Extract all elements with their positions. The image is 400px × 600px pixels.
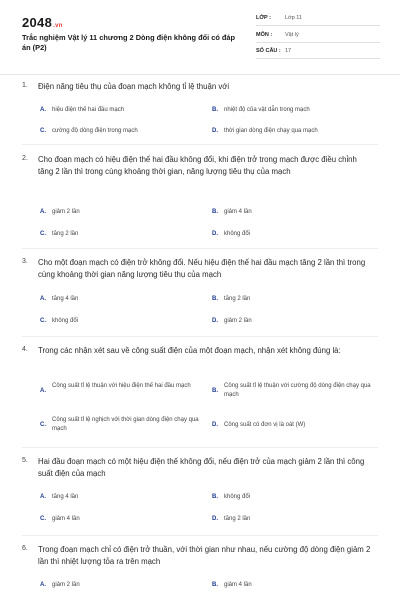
option-letter: A. xyxy=(40,388,46,394)
option-letter: C. xyxy=(40,422,46,428)
question-divider xyxy=(22,447,378,448)
option-letter: C. xyxy=(40,128,46,134)
option-letter: D. xyxy=(212,128,218,134)
option-text: nhiệt độ của vật dẫn trong mạch xyxy=(224,107,310,113)
option-text: cường độ dòng điện trong mạch xyxy=(52,128,138,134)
option-letter: D. xyxy=(212,422,218,428)
option-text: tăng 2 lần xyxy=(224,516,251,522)
question-divider xyxy=(22,144,378,145)
meta-count-label: SỐ CÂU : xyxy=(256,48,281,54)
option-letter: B. xyxy=(212,494,218,500)
option-letter: B. xyxy=(212,582,218,588)
question-number: 3. xyxy=(22,258,28,265)
option-text: thời gian dòng điện chạy qua mạch xyxy=(224,128,318,134)
option-text: hiệu điện thế hai đầu mạch xyxy=(52,107,125,113)
option-text: giảm 4 lần xyxy=(52,516,80,522)
meta-subject-label: MÔN : xyxy=(256,32,273,38)
question-divider xyxy=(22,336,378,337)
option-text: Công suất tỉ lệ nghịch với thời gian dòng điện chạy qua mạch xyxy=(52,417,199,432)
question-text: Trong đoạn mạch chỉ có điện trở thuần, với thời gian như nhau, nếu cường độ dòng điện giảm 2 lần thì nhiệt lượng tỏa ra trên mạch xyxy=(38,545,371,566)
option-text: tăng 2 lần xyxy=(224,296,251,302)
page-header xyxy=(0,0,400,74)
question-number: 1. xyxy=(22,82,28,89)
option-text: giảm 4 lần xyxy=(224,209,252,215)
question-text: Cho một đoạn mạch có điện trở không đổi. Nếu hiệu điện thế hai đầu mạch tăng 2 lần thì trong cùng khoảng thời gian năng lượng tiêu thụ của mạch xyxy=(38,258,366,279)
option-text: Công suất tỉ lệ thuận với hiệu điện thế hai đầu mạch xyxy=(52,383,191,389)
header-divider xyxy=(0,74,400,75)
question-text: Điện năng tiêu thụ của đoạn mạch không tỉ lệ thuận với xyxy=(38,82,230,91)
meta-count-value: 17 xyxy=(285,48,292,54)
option-text: tăng 4 lần xyxy=(52,494,79,500)
meta-subject xyxy=(256,30,380,43)
meta-subject-value: Vật lý xyxy=(285,32,299,38)
meta-question-count xyxy=(256,46,380,59)
question-number: 4. xyxy=(22,346,28,353)
option-letter: A. xyxy=(40,107,46,113)
question-divider xyxy=(22,248,378,249)
option-letter: D. xyxy=(212,231,218,237)
option-letter: B. xyxy=(212,296,218,302)
option-letter: A. xyxy=(40,582,46,588)
meta-class-value: Lớp 11 xyxy=(285,15,302,21)
option-letter: C. xyxy=(40,231,46,237)
option-letter: D. xyxy=(212,318,218,324)
question-number: 6. xyxy=(22,545,28,552)
option-letter: B. xyxy=(212,107,218,113)
question-number: 5. xyxy=(22,457,28,464)
meta-class-label: LỚP : xyxy=(256,15,271,21)
option-text: Công suất có đơn vị là oát (W) xyxy=(224,422,306,428)
option-text: không đổi xyxy=(224,231,251,237)
option-letter: C. xyxy=(40,516,46,522)
option-text: tăng 4 lần xyxy=(52,296,79,302)
option-text: Công suất tỉ lệ thuận với cường độ dòng điện chạy qua mạch xyxy=(224,383,371,398)
question-text: Cho đoạn mạch có hiệu điện thế hai đầu không đổi, khi điện trở trong mạch được điều chỉnh tăng 2 lần thì trong cùng khoảng thời gian, năng lượng tiêu thụ của mạch xyxy=(38,155,357,176)
option-letter: A. xyxy=(40,296,46,302)
option-letter: A. xyxy=(40,209,46,215)
question-text: Trong các nhận xét sau về công suất điện của một đoạn mạch, nhận xét không đúng là: xyxy=(38,346,341,355)
option-text: không đổi xyxy=(224,494,251,500)
option-letter: C. xyxy=(40,318,46,324)
page-title: Trắc nghiệm Vật lý 11 chương 2 Dòng điện không đổi có đáp án (P2) xyxy=(22,33,236,52)
logo-suffix: .vn xyxy=(53,23,63,29)
question-divider xyxy=(22,535,378,536)
option-text: không đổi xyxy=(52,318,79,324)
option-text: giảm 2 lần xyxy=(52,582,80,588)
site-logo[interactable] xyxy=(22,15,63,30)
option-letter: B. xyxy=(212,209,218,215)
option-text: tăng 2 lần xyxy=(52,231,79,237)
option-letter: D. xyxy=(212,516,218,522)
option-letter: A. xyxy=(40,494,46,500)
question-number: 2. xyxy=(22,155,28,162)
meta-class xyxy=(256,13,380,26)
option-text: giảm 4 lần xyxy=(224,582,252,588)
option-text: giảm 2 lần xyxy=(52,209,80,215)
option-text: giảm 2 lần xyxy=(224,318,252,324)
question-text: Hai đầu đoạn mạch có một hiệu điện thế không đổi, nếu điện trở của mạch giảm 2 lần thì công suất điện của mạch xyxy=(38,457,365,478)
logo-text: 2048 xyxy=(22,15,53,30)
option-letter: B. xyxy=(212,388,218,394)
